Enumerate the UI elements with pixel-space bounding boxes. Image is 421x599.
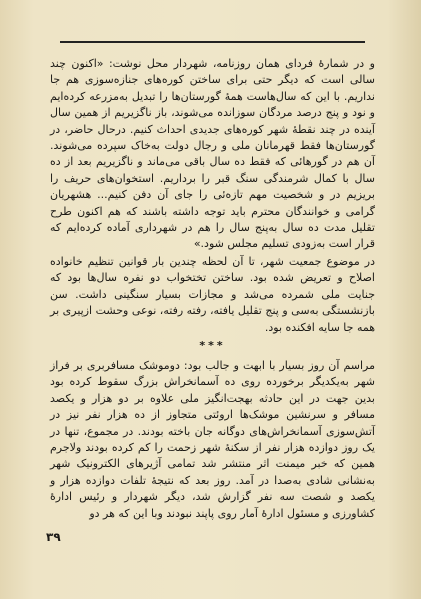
paragraph-3: مراسم آن روز بسیار با ابهت و جالب بود: دوموشک مسافربری بر فراز شهر به‌یکدیگر برخورده روی ده آسمانخراش بزرگ سقوط کرده بود بدین جهت در این حادثه بهجت‌انگیز ملی علاوه بر دو هزار و یکصد مسافر و سرنشین موشک‌ها اروئتی متجاوز از ده هزار نفر نیز در آتش‌سوزی آسمانخراش‌های دوگانه جان باخته بودند. در مجموع، تنها در یک روز دوازده هزار نفر از سکنهٔ شهر زحمت را کم کرده بودند ولاجرم همین که خبر میمنت اثر منتشر شد تمامی آژیرهای الکترونیک شهر به‌نشانی شادی به‌صدا در آمد. روز بعد که نتیجهٔ تلفات دوازده هزار و یکصد و شصت سه نفر گزارش شد، دیگر شهردار و رئیس ادارهٔ کشاورزی و مسئول ادارهٔ آمار روی پاپند نبودند وبا این که هر دو bbox=[50, 358, 375, 520]
page-number: ۳۹ bbox=[46, 530, 61, 544]
body-text bbox=[50, 56, 375, 523]
paragraph-1: و در شمارهٔ فردای همان روزنامه، شهردار محل نوشت: «اکنون چند سالی است که دیگر حتی برای ساختن کوره‌های جنازه‌سوزی هم جا نداریم. با این که سال‌هاست همهٔ گورستان‌ها را تبدیل به‌مزرعه کرده‌ایم و نود و پنج درصد مردگان سوزانده می‌شوند، باز ناگزیریم از همین سال آینده در چند نقطهٔ شهر کوره‌های جدیدی احداث کنیم. درحال حاضر، در گورستان‌ها فقط قهرمانان ملی و رجال دولت به‌خاک سپرده می‌شوند. آن هم در گورهائی که فقط ده سال باقی می‌ماند و ناگزیریم بعد از ده سال با کمال شرمندگی سنگ قبر را برداریم. استخوان‌های حریف را بریزیم در و شخصیت مهم تازه‌ئی را جای آن دفن کنیم... هشهریان گرامی و خوانندگان محترم باید توجه داشته باشند که هم اکنون طرح تقلیل مدت ده سال به‌پنج سال را هم در شهرداری آماده کرده‌ایم که قرار است به‌زودی تسلیم مجلس شود.» bbox=[50, 57, 375, 251]
paragraph-2: در موضوع جمعیت شهر، تا آن لحظه چندین بار قوانین تنظیم خانواده اصلاح و تعریض شده بود. ساختن تختخواب دو نفره سال‌ها بود که جنایت ملی شمرده می‌شد و مجازات بسیار سنگینی داشت. سن بازنشستگی به‌سی و پنج تقلیل یافته، رفته رفته، نوعی وحشت ازپیری بر همه جا سایه افکنده بود. bbox=[50, 254, 375, 334]
top-rule bbox=[60, 41, 365, 43]
section-separator: *** bbox=[199, 338, 226, 352]
